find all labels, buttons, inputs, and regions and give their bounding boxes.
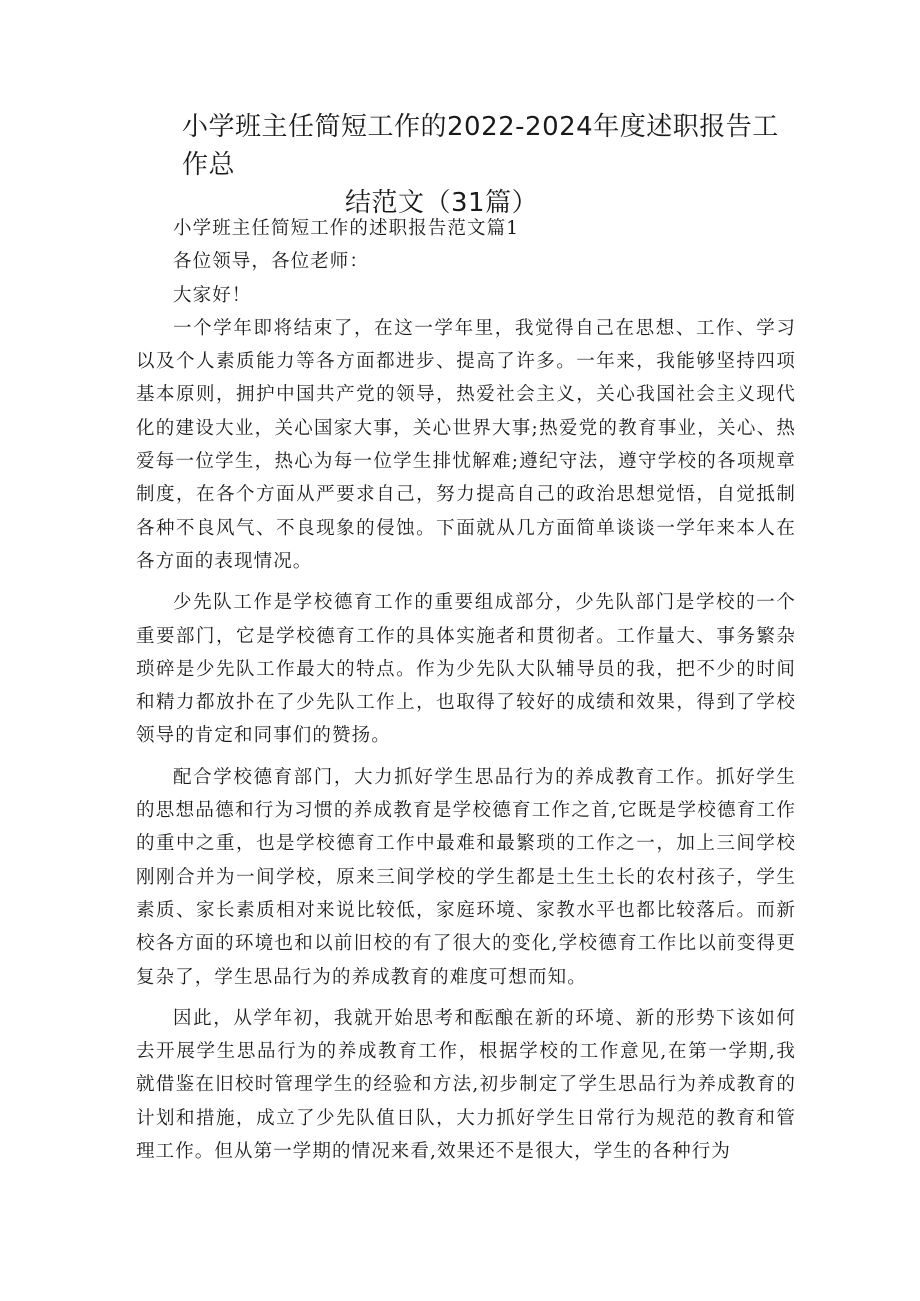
document-body <box>136 212 796 1168</box>
body-paragraph: 因此，从学年初，我就开始思考和酝酿在新的环境、新的形势下该如何去开展学生思品行为的养成教育工作，根据学校的工作意见,在第一学期,我就借鉴在旧校时管理学生的经验和方法,初步制定了学生思品行为养成教育的计划和措施，成立了少先队值日队，大力抓好学生日常行为规范的教育和管理工作。但从第一学期的情况来看,效果还不是很大，学生的各种行为 <box>136 1007 796 1163</box>
section-heading: 小学班主任简短工作的述职报告范文篇1 <box>173 218 520 239</box>
document-title-line-1: 小学班主任简短工作的2022-2024年度述职报告工作总 <box>182 112 779 180</box>
body-paragraph: 少先队工作是学校德育工作的重要组成部分，少先队部门是学校的一个重要部门，它是学校德育工作的具体实施者和贯彻者。工作量大、事务繁杂琐碎是少先队工作最大的特点。作为少先队大队辅导员的我，把不少的时间和精力都放扑在了少先队工作上，也取得了较好的成绩和效果，得到了学校领导的肯定和同事们的赞扬。 <box>136 592 796 747</box>
body-paragraph: 配合学校德育部门，大力抓好学生思品行为的养成教育工作。抓好学生的思想品德和行为习惯的养成教育是学校德育工作之首,它既是学校德育工作的重中之重，也是学校德育工作中最难和最繁琐的工作之一，加上三间学校刚刚合并为一间学校，原来三间学校的学生都是土生土长的农村孩子，学生素质、家长素质相对来说比较低，家庭环境、家教水平也都比较落后。而新校各方面的环境也和以前旧校的有了很大的变化,学校德育工作比以前变得更复杂了，学生思品行为的养成教育的难度可想而知。 <box>136 766 796 988</box>
document-title-line-2: 结范文（31篇） <box>345 188 539 218</box>
salutation: 各位领导，各位老师： <box>173 251 370 273</box>
greeting: 大家好！ <box>173 284 252 306</box>
document-title <box>182 108 802 222</box>
body-paragraph: 一个学年即将结束了，在这一学年里，我觉得自己在思想、工作、学习以及个人素质能力等各方面都进步、提高了许多。一年来，我能够坚持四项基本原则，拥护中国共产党的领导，热爱社会主义，关心我国社会主义现代化的建设大业，关心国家大事，关心世界大事;热爱党的教育事业，关心、热爱每一位学生，热心为每一位学生排忧解难;遵纪守法，遵守学校的各项规章制度，在各个方面从严要求自己，努力提高自己的政治思想觉悟，自觉抵制各种不良风气、不良现象的侵蚀。下面就从几方面简单谈谈一学年来本人在各方面的表现情况。 <box>136 317 796 572</box>
